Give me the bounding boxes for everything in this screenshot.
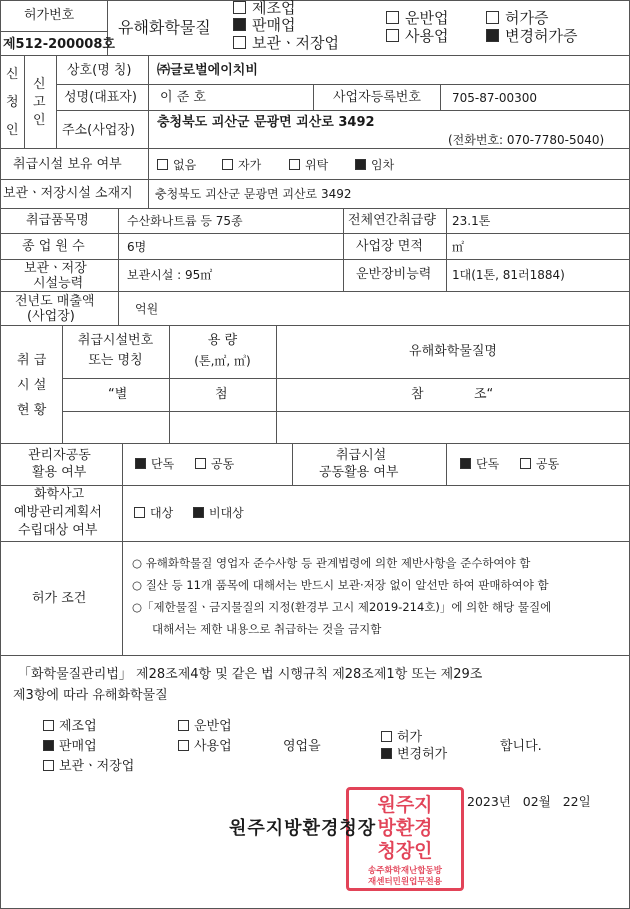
condition-line-3: ○「제한물질ㆍ금지물질의 지정(환경부 고시 제2019-214호)」에 의한 해당 물질에: [132, 600, 552, 614]
site-area-label: 사업장 면적: [356, 239, 423, 254]
stmt-use: 사용업: [178, 740, 232, 753]
seal-line-2: 방환경: [377, 817, 433, 839]
stmt-permit-checkbox[interactable]: [381, 731, 392, 742]
stmt-transport: 운반업: [178, 720, 232, 733]
representative-label: 성명(대표자): [64, 90, 137, 105]
business-reg-value: 705-87-00300: [452, 91, 538, 105]
handling-label-1: 취 급: [17, 353, 47, 368]
stmt-ending: 합니다.: [500, 739, 542, 754]
seal-small-1: 송주화학재난합동방: [368, 866, 442, 876]
facility-row-c2: 첨: [215, 387, 228, 402]
accident-plan-label-1: 화학사고: [34, 487, 85, 502]
items-value: 수산화나트륨 등 75종: [127, 214, 243, 228]
ownership-own: 자가: [222, 159, 261, 171]
storage-capacity-label-1: 보관ㆍ저장: [24, 261, 87, 276]
manager-single-checkbox[interactable]: [135, 458, 146, 469]
type-use: 사용업: [386, 29, 448, 44]
facility-no-header-1: 취급시설번호: [77, 333, 154, 348]
facility-row-c3b: 조“: [474, 387, 494, 402]
facility-joint: 공동: [520, 458, 559, 470]
stmt-business-word: 영업을: [283, 739, 321, 754]
manager-joint: 공동: [195, 458, 234, 470]
sales-label-1: 전년도 매출액: [15, 294, 95, 309]
doc-permit: 허가증: [486, 11, 548, 26]
ownership-none-checkbox[interactable]: [157, 159, 168, 170]
transport-capacity-label: 운반장비능력: [356, 267, 432, 282]
capacity-header-2: (톤,㎡, ㎥): [194, 354, 251, 368]
ownership-label: 취급시설 보유 여부: [13, 157, 122, 172]
statement-line-2: 제3항에 따라 유해화학물질: [13, 688, 168, 703]
applicant-group-char-3: 인: [6, 123, 19, 138]
applicant-group-char-1: 신: [6, 67, 19, 82]
conditions-label: 허가 조건: [32, 591, 87, 606]
stmt-storage-checkbox[interactable]: [43, 760, 54, 771]
seal-line-3: 청장인: [377, 840, 433, 862]
type-sales-checkbox[interactable]: [233, 18, 246, 31]
accident-plan-target: 대상: [134, 507, 173, 519]
manager-sharing-label-1: 관리자공동: [28, 448, 91, 463]
applicant-sub-char-3: 인: [33, 113, 46, 128]
sales-value: 억원: [135, 302, 159, 316]
manager-single: 단독: [135, 458, 174, 470]
handling-label-3: 현 황: [17, 403, 47, 418]
applicant-group-char-2: 청: [6, 95, 19, 110]
manager-sharing-label-2: 활용 여부: [32, 465, 87, 480]
storage-location-value: 충청북도 괴산군 문광면 괴산로 3492: [155, 187, 352, 201]
type-manufacture-checkbox[interactable]: [233, 1, 246, 14]
doc-permit-checkbox[interactable]: [486, 11, 499, 24]
accident-plan-label-2: 예방관리계획서: [14, 505, 102, 520]
seal-small-2: 재센터민원업무전용: [368, 877, 442, 887]
stmt-sales-checkbox[interactable]: [43, 740, 54, 751]
official-seal: [346, 787, 464, 891]
ownership-entrust-checkbox[interactable]: [289, 159, 300, 170]
accident-plan-nontarget-checkbox[interactable]: [193, 507, 204, 518]
storage-capacity-label-2: 시설능력: [33, 276, 84, 291]
company-name-label: 상호(명 칭): [67, 63, 132, 78]
facility-row-c3a: 참: [411, 387, 424, 402]
company-name-value: ㈜글로벌에이치비: [157, 63, 258, 78]
site-area-value: ㎡: [452, 240, 465, 254]
stmt-manufacture: 제조업: [43, 720, 97, 733]
stmt-change-permit: 변경허가: [381, 748, 447, 761]
address-value: 충청북도 괴산군 문광면 괴산로 3492: [157, 115, 375, 130]
ownership-entrust: 위탁: [289, 159, 328, 171]
ownership-lease: 임차: [355, 159, 394, 171]
sales-label-2: (사업장): [27, 309, 75, 324]
address-label: 주소(사업장): [62, 123, 135, 138]
storage-capacity-value: 보관시설 : 95㎡: [127, 268, 213, 282]
transport-capacity-value: 1대(1톤, 81러1884): [452, 268, 565, 282]
condition-line-2: ○ 질산 등 11개 품목에 대해서는 반드시 보관·저장 없이 알선만 하여 판매하여야 함: [132, 578, 549, 592]
stmt-change-permit-checkbox[interactable]: [381, 748, 392, 759]
type-storage-checkbox[interactable]: [233, 36, 246, 49]
type-transport: 운반업: [386, 11, 448, 26]
stmt-storage: 보관ㆍ저장업: [43, 760, 134, 773]
stmt-transport-checkbox[interactable]: [178, 720, 189, 731]
manager-joint-checkbox[interactable]: [195, 458, 206, 469]
applicant-sub-char-2: 고: [33, 95, 46, 110]
doc-change-permit-checkbox[interactable]: [486, 29, 499, 42]
condition-line-1: ○ 유해화학물질 영업자 준수사항 등 관계법령에 의한 제반사항을 준수하여야 함: [132, 556, 531, 570]
accident-plan-label-3: 수립대상 여부: [18, 523, 98, 538]
facility-sharing-label-1: 취급시설: [336, 448, 387, 463]
accident-plan-target-checkbox[interactable]: [134, 507, 145, 518]
type-transport-checkbox[interactable]: [386, 11, 399, 24]
issuer-name: 원주지방환경청장: [229, 818, 377, 839]
ownership-none: 없음: [157, 159, 196, 171]
items-label: 취급품목명: [26, 213, 89, 228]
business-reg-label: 사업자등록번호: [333, 90, 421, 105]
form-title: 유해화학물질: [118, 18, 211, 37]
facility-row-c1: “별: [108, 387, 128, 402]
representative-value: 이 준 호: [160, 90, 206, 105]
capacity-header-1: 용 량: [207, 333, 238, 348]
stmt-sales: 판매업: [43, 740, 97, 753]
facility-joint-checkbox[interactable]: [520, 458, 531, 469]
ownership-lease-checkbox[interactable]: [355, 159, 366, 170]
permit-no: 제512-200008호: [3, 37, 115, 52]
annual-amount-value: 23.1톤: [452, 214, 491, 228]
type-storage: 보관ㆍ저장업: [233, 36, 339, 51]
type-manufacture: 제조업: [233, 1, 295, 16]
seal-line-1: 원주지: [377, 794, 433, 816]
stmt-permit: 허가: [381, 731, 422, 744]
facility-sharing-label-2: 공동활용 여부: [319, 465, 399, 480]
accident-plan-nontarget: 비대상: [193, 507, 244, 519]
annual-amount-label: 전체연간취급량: [348, 213, 436, 228]
facility-single-checkbox[interactable]: [460, 458, 471, 469]
phone-value: (전화번호: 070-7780-5040): [448, 133, 605, 147]
stmt-use-checkbox[interactable]: [178, 740, 189, 751]
stmt-manufacture-checkbox[interactable]: [43, 720, 54, 731]
ownership-own-checkbox[interactable]: [222, 159, 233, 170]
facility-single: 단독: [460, 458, 499, 470]
chemical-name-header: 유해화학물질명: [409, 344, 497, 359]
applicant-sub-char-1: 신: [33, 77, 46, 92]
type-use-checkbox[interactable]: [386, 29, 399, 42]
storage-location-label: 보관ㆍ저장시설 소재지: [3, 186, 133, 201]
employees-label: 종 업 원 수: [22, 239, 85, 254]
employees-value: 6명: [127, 240, 147, 254]
issue-date: 2023년 02월 22일: [467, 794, 591, 809]
facility-no-header-2: 또는 명칭: [88, 353, 143, 368]
permit-no-label: 허가번호: [24, 8, 75, 23]
handling-label-2: 시 설: [17, 378, 47, 393]
type-sales: 판매업: [233, 18, 295, 33]
statement-line-1: 「화학물질관리법」 제28조제4항 및 같은 법 시행규칙 제28조제1항 또는 제29조: [18, 667, 483, 682]
condition-line-4: 대해서는 제한 내용으로 취급하는 것을 금지함: [152, 622, 382, 636]
doc-change-permit: 변경허가증: [486, 29, 577, 44]
